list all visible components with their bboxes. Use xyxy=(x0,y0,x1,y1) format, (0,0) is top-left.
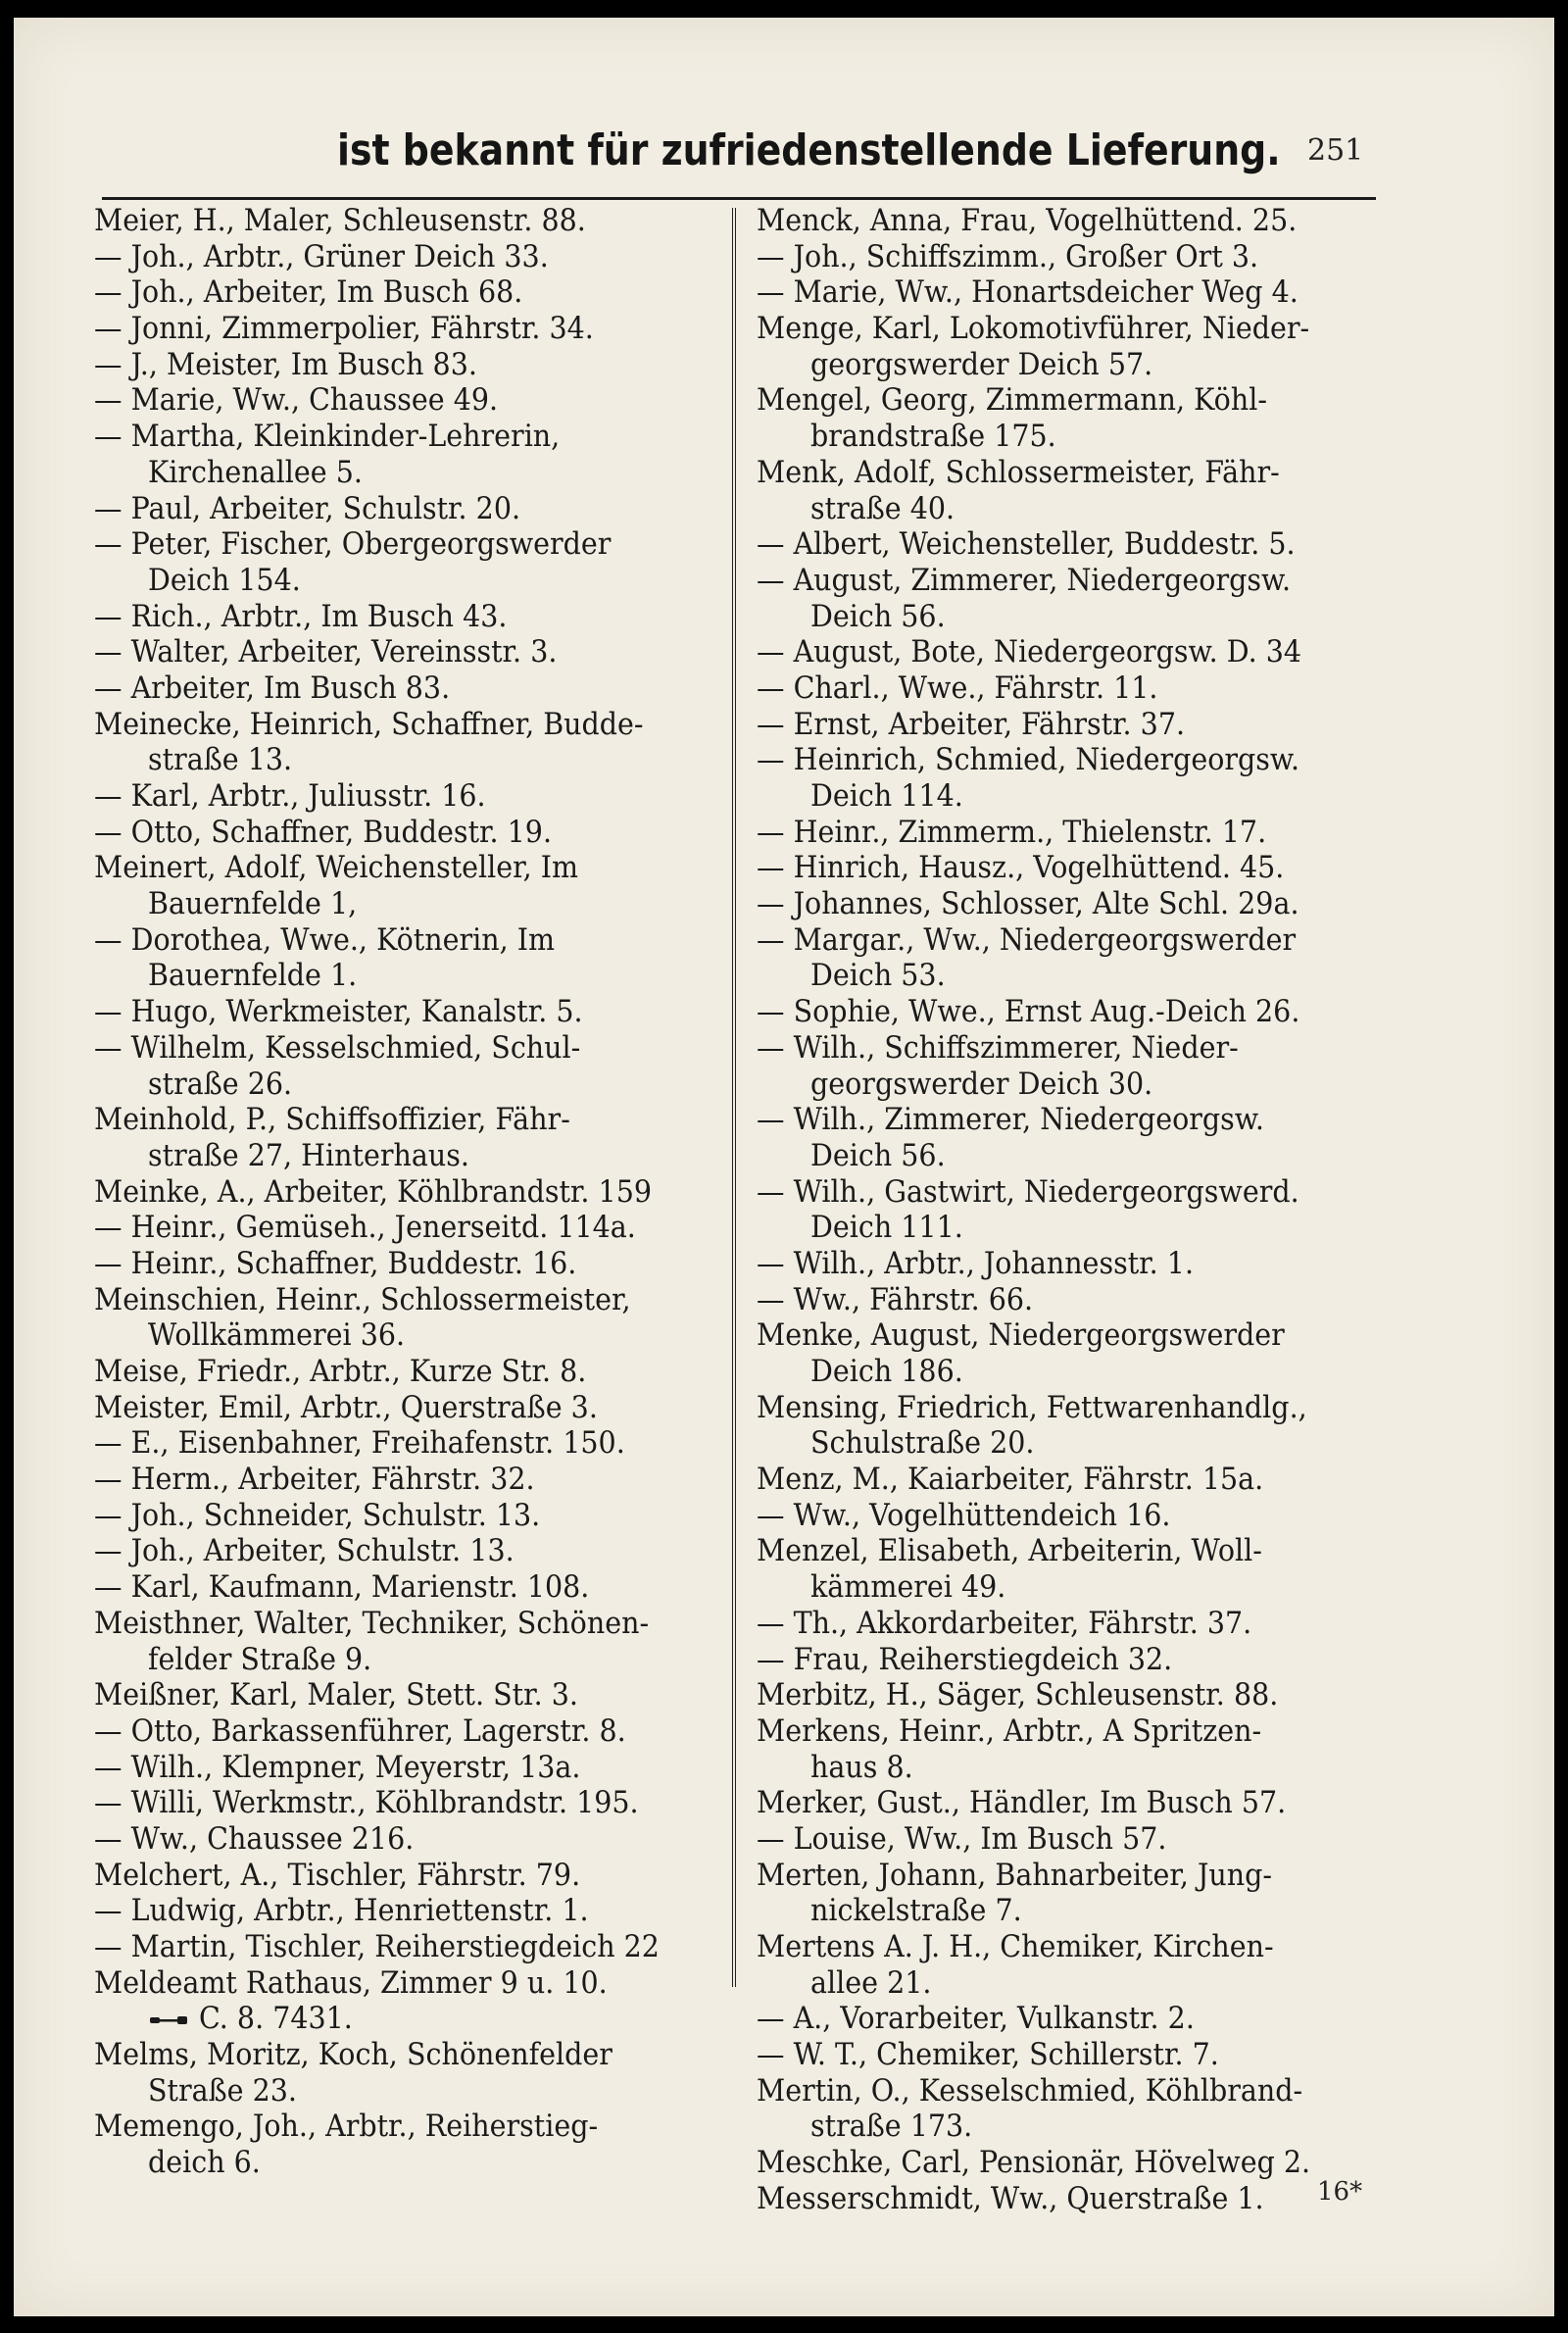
directory-entry-text: — Margar., Ww., Niedergeorgswerder xyxy=(757,921,1297,958)
directory-entry-text: Melms, Moritz, Koch, Schönenfelder xyxy=(94,2037,612,2073)
directory-line xyxy=(757,850,1384,886)
directory-line xyxy=(757,1174,1384,1211)
directory-line xyxy=(757,1210,1384,1246)
directory-entry-text: — Frau, Reiherstiegdeich 32. xyxy=(757,1641,1173,1677)
directory-line xyxy=(94,347,721,383)
directory-entry-text: — Arbeiter, Im Busch 83. xyxy=(94,670,451,706)
directory-line xyxy=(757,1677,1384,1713)
right-column xyxy=(757,203,1384,2217)
directory-line xyxy=(757,274,1384,311)
directory-entry-text: Wollkämmerei 36. xyxy=(148,1317,406,1354)
directory-entry-text: — Charl., Wwe., Fährstr. 11. xyxy=(757,670,1158,706)
directory-entry-text: Bauernfelde 1. xyxy=(148,958,358,994)
directory-entry-text: Meschke, Carl, Pensionär, Hövelweg 2. xyxy=(757,2145,1311,2181)
directory-line xyxy=(94,1929,721,1965)
directory-line xyxy=(757,1138,1384,1174)
column-divider xyxy=(732,208,736,1987)
directory-entry-text: Merten, Johann, Bahnarbeiter, Jung- xyxy=(757,1857,1273,1893)
directory-entry-text: Meier, H., Maler, Schleusenstr. 88. xyxy=(94,203,586,238)
directory-line xyxy=(94,2145,721,2181)
directory-entry-text: Kirchenallee 5. xyxy=(148,454,363,490)
directory-entry-text: — Johannes, Schlosser, Alte Schl. 29a. xyxy=(757,886,1299,922)
directory-line xyxy=(757,1354,1384,1390)
directory-entry-text: Schulstraße 20. xyxy=(810,1425,1035,1462)
directory-line xyxy=(757,1282,1384,1318)
directory-line xyxy=(757,526,1384,563)
directory-line xyxy=(757,2109,1384,2145)
directory-entry-text: — August, Bote, Niedergeorgsw. D. 34 xyxy=(757,634,1301,670)
directory-entry-text: allee 21. xyxy=(810,1964,932,2001)
directory-line xyxy=(94,1750,721,1786)
directory-entry-text: georgswerder Deich 30. xyxy=(810,1066,1153,1102)
directory-line xyxy=(757,1713,1384,1750)
directory-line xyxy=(94,1785,721,1821)
directory-line xyxy=(757,815,1384,851)
directory-entry-text: Meisthner, Walter, Techniker, Schönen- xyxy=(94,1605,650,1641)
directory-entry-text: nickelstraße 7. xyxy=(810,1893,1022,1929)
directory-entry-text: Merkens, Heinr., Arbtr., A Spritzen- xyxy=(757,1713,1262,1749)
directory-entry-text: Mertin, O., Kesselschmied, Köhlbrand- xyxy=(757,2072,1303,2109)
directory-line xyxy=(94,382,721,419)
directory-line xyxy=(757,1606,1384,1642)
directory-line xyxy=(94,850,721,886)
directory-entry-text: Deich 114. xyxy=(810,778,963,814)
directory-entry-text: Deich 53. xyxy=(810,958,946,994)
directory-line xyxy=(757,742,1384,778)
directory-line xyxy=(757,922,1384,959)
directory-line xyxy=(94,599,721,635)
directory-line xyxy=(94,1606,721,1642)
directory-line xyxy=(757,347,1384,383)
directory-entry-text: — Heinrich, Schmied, Niedergeorgsw. xyxy=(757,742,1300,778)
directory-line xyxy=(757,1246,1384,1282)
directory-entry-text: — Ww., Fährstr. 66. xyxy=(757,1281,1034,1317)
directory-line xyxy=(94,1030,721,1067)
directory-entry-text: — August, Zimmerer, Niedergeorgsw. xyxy=(757,562,1292,598)
directory-line xyxy=(757,203,1384,239)
directory-entry-text: Meise, Friedr., Arbtr., Kurze Str. 8. xyxy=(94,1354,587,1389)
directory-line xyxy=(94,526,721,563)
directory-entry-text: Menk, Adolf, Schlossermeister, Fähr- xyxy=(757,454,1280,490)
directory-line xyxy=(757,563,1384,599)
directory-entry-text: Mensing, Friedrich, Fettwarenhandlg., xyxy=(757,1389,1307,1425)
directory-entry-text: Meister, Emil, Arbtr., Querstraße 3. xyxy=(94,1389,598,1425)
directory-line xyxy=(94,815,721,851)
directory-entry-text: Menck, Anna, Frau, Vogelhüttend. 25. xyxy=(757,203,1298,238)
directory-line xyxy=(757,670,1384,707)
directory-line xyxy=(94,1677,721,1713)
directory-line xyxy=(757,958,1384,994)
directory-entry-text: Deich 186. xyxy=(810,1354,963,1389)
directory-line xyxy=(757,419,1384,455)
directory-entry-text: Mertens A. J. H., Chemiker, Kirchen- xyxy=(757,1929,1274,1964)
directory-line xyxy=(757,1893,1384,1929)
directory-entry-text: deich 6. xyxy=(148,2145,261,2181)
directory-line xyxy=(94,1174,721,1211)
directory-line xyxy=(757,2145,1384,2181)
directory-line xyxy=(94,2109,721,2145)
directory-entry-text: Merbitz, H., Säger, Schleusenstr. 88. xyxy=(757,1677,1279,1713)
directory-entry-text: straße 26. xyxy=(148,1066,293,1102)
directory-entry-text: — Hinrich, Hausz., Vogelhüttend. 45. xyxy=(757,850,1285,886)
directory-line xyxy=(94,1138,721,1174)
directory-entry-text: Memengo, Joh., Arbtr., Reiherstieg- xyxy=(94,2109,599,2145)
directory-entry-text: — Herm., Arbeiter, Fährstr. 32. xyxy=(94,1462,535,1498)
directory-entry-text: Meinke, A., Arbeiter, Köhlbrandstr. 159 xyxy=(94,1173,653,1210)
directory-line xyxy=(757,1533,1384,1569)
page-number: 251 xyxy=(1307,133,1364,168)
directory-line xyxy=(757,1965,1384,2002)
directory-line xyxy=(94,1282,721,1318)
directory-entry-text: — Karl, Kaufmann, Marienstr. 108. xyxy=(94,1569,590,1606)
directory-entry-text: — Joh., Arbeiter, Schulstr. 13. xyxy=(94,1533,514,1569)
directory-line xyxy=(94,1713,721,1750)
advertisement-slogan: ist bekannt für zufriedenstellende Lieferung. xyxy=(337,125,1281,175)
directory-entry-text: Deich 111. xyxy=(810,1210,963,1246)
directory-line xyxy=(94,1390,721,1426)
directory-line xyxy=(757,455,1384,491)
directory-entry-text: straße 173. xyxy=(810,2109,973,2145)
directory-entry-text: Meldeamt Rathaus, Zimmer 9 u. 10. xyxy=(94,1964,608,2001)
directory-entry-text: — Martin, Tischler, Reiherstiegdeich 22 xyxy=(94,1929,660,1964)
directory-entry-text: — Dorothea, Wwe., Kötnerin, Im xyxy=(94,921,556,958)
directory-line xyxy=(757,886,1384,922)
directory-entry-text: — Joh., Arbeiter, Im Busch 68. xyxy=(94,274,523,311)
printer-signature: 16* xyxy=(1317,2177,1363,2207)
directory-entry-text: Menge, Karl, Lokomotivführer, Nieder- xyxy=(757,311,1310,347)
directory-entry-text: Menke, August, Niedergeorgswerder xyxy=(757,1317,1285,1354)
directory-entry-text: — Ww., Chaussee 216. xyxy=(94,1820,415,1857)
directory-line xyxy=(757,1858,1384,1894)
directory-line xyxy=(94,419,721,455)
directory-entry-text: — Joh., Schneider, Schulstr. 13. xyxy=(94,1497,541,1533)
directory-entry-text: — Martha, Kleinkinder-Lehrerin, xyxy=(94,419,561,455)
directory-entry-text: Merker, Gust., Händler, Im Busch 57. xyxy=(757,1785,1287,1821)
directory-line xyxy=(94,239,721,275)
directory-entry-text: — Ernst, Arbeiter, Fährstr. 37. xyxy=(757,706,1186,742)
directory-entry-text: — Heinr., Zimmerm., Thielenstr. 17. xyxy=(757,814,1267,850)
directory-line xyxy=(94,2001,721,2037)
directory-entry-text: felder Straße 9. xyxy=(148,1641,372,1677)
directory-line xyxy=(94,1893,721,1929)
directory-line xyxy=(94,491,721,527)
directory-line xyxy=(757,994,1384,1030)
directory-entry-text: kämmerei 49. xyxy=(810,1569,1006,1606)
directory-entry-text: Deich 154. xyxy=(148,562,301,598)
directory-line xyxy=(94,1569,721,1606)
directory-line xyxy=(757,1102,1384,1138)
directory-line xyxy=(757,634,1384,670)
directory-line xyxy=(757,1498,1384,1534)
directory-line xyxy=(94,1210,721,1246)
directory-line xyxy=(757,1785,1384,1821)
directory-line xyxy=(757,2181,1384,2217)
directory-entry-text: — Joh., Arbtr., Grüner Deich 33. xyxy=(94,238,549,274)
directory-line xyxy=(757,382,1384,419)
directory-entry-text: Menz, M., Kaiarbeiter, Fährstr. 15a. xyxy=(757,1462,1264,1498)
directory-line xyxy=(94,886,721,922)
directory-line xyxy=(94,1642,721,1678)
directory-entry-text: straße 13. xyxy=(148,742,293,778)
directory-entry-text: Melchert, A., Tischler, Fährstr. 79. xyxy=(94,1857,581,1893)
directory-entry-text: — Albert, Weichensteller, Buddestr. 5. xyxy=(757,526,1296,563)
directory-line xyxy=(757,1821,1384,1858)
directory-entry-text: Bauernfelde 1, xyxy=(148,886,358,922)
directory-line xyxy=(94,670,721,707)
directory-line xyxy=(94,1462,721,1498)
directory-line xyxy=(757,1750,1384,1786)
directory-line xyxy=(94,958,721,994)
directory-entry-text: Menzel, Elisabeth, Arbeiterin, Woll- xyxy=(757,1533,1262,1569)
directory-line xyxy=(757,1462,1384,1498)
directory-entry-text: — Sophie, Wwe., Ernst Aug.-Deich 26. xyxy=(757,994,1300,1030)
directory-line xyxy=(757,1425,1384,1462)
directory-entry-text: Meinecke, Heinrich, Schaffner, Budde- xyxy=(94,706,644,742)
directory-line xyxy=(757,2073,1384,2110)
directory-line xyxy=(757,599,1384,635)
directory-line xyxy=(757,2037,1384,2073)
directory-entry-text: — Willi, Werkmstr., Köhlbrandstr. 195. xyxy=(94,1785,639,1821)
directory-entry-text: — E., Eisenbahner, Freihafenstr. 150. xyxy=(94,1425,625,1462)
directory-line xyxy=(757,1390,1384,1426)
directory-entry-text: Straße 23. xyxy=(148,2072,297,2109)
directory-entry-text: — Hugo, Werkmeister, Kanalstr. 5. xyxy=(94,994,583,1030)
directory-entry-text: — Otto, Barkassenführer, Lagerstr. 8. xyxy=(94,1713,626,1749)
directory-entry-text: Meinhold, P., Schiffsoffizier, Fähr- xyxy=(94,1102,570,1138)
telephone-icon xyxy=(148,2013,191,2027)
directory-entry-text: — J., Meister, Im Busch 83. xyxy=(94,346,477,382)
left-column xyxy=(94,203,721,2181)
directory-entry-text: Deich 56. xyxy=(810,1137,946,1173)
directory-line xyxy=(94,1317,721,1354)
directory-entry-text: — Wilh., Zimmerer, Niedergeorgsw. xyxy=(757,1102,1264,1138)
header-rule xyxy=(102,197,1376,200)
directory-entry-text: — Rich., Arbtr., Im Busch 43. xyxy=(94,598,508,634)
directory-entry-text: Deich 56. xyxy=(810,598,946,634)
directory-line xyxy=(757,311,1384,347)
directory-entry-text: — Wilh., Gastwirt, Niedergeorgswerd. xyxy=(757,1173,1299,1210)
directory-entry-text: — Joh., Schiffszimm., Großer Ort 3. xyxy=(757,238,1259,274)
directory-line xyxy=(757,1067,1384,1103)
directory-line xyxy=(757,1929,1384,1965)
directory-line xyxy=(94,563,721,599)
directory-entry-text: straße 27, Hinterhaus. xyxy=(148,1137,469,1173)
directory-line xyxy=(757,1030,1384,1067)
directory-line xyxy=(94,1498,721,1534)
directory-line xyxy=(94,1102,721,1138)
directory-entry-text: — Wilh., Schiffszimmerer, Nieder- xyxy=(757,1029,1239,1066)
directory-entry-text: Meißner, Karl, Maler, Stett. Str. 3. xyxy=(94,1677,578,1713)
directory-entry-text: Mengel, Georg, Zimmermann, Köhl- xyxy=(757,382,1267,419)
directory-line xyxy=(757,1317,1384,1354)
directory-entry-text: — W. T., Chemiker, Schillerstr. 7. xyxy=(757,2037,1219,2073)
directory-entry-text: — Louise, Ww., Im Busch 57. xyxy=(757,1820,1167,1857)
directory-entry-text: — Ludwig, Arbtr., Henriettenstr. 1. xyxy=(94,1893,589,1929)
directory-line xyxy=(94,1354,721,1390)
directory-line xyxy=(94,707,721,743)
directory-entry-text: brandstraße 175. xyxy=(810,419,1056,455)
directory-line xyxy=(94,1533,721,1569)
directory-line xyxy=(757,707,1384,743)
directory-line xyxy=(94,778,721,815)
directory-entry-text: — Jonni, Zimmerpolier, Fährstr. 34. xyxy=(94,311,594,347)
directory-entry-text: — Heinr., Gemüseh., Jenerseitd. 114a. xyxy=(94,1210,636,1246)
directory-entry-text: georgswerder Deich 57. xyxy=(810,346,1153,382)
directory-entry-text: C. 8. 7431. xyxy=(199,2001,353,2037)
page-header xyxy=(14,125,1554,204)
directory-entry-text: — Paul, Arbeiter, Schulstr. 20. xyxy=(94,490,521,526)
directory-line xyxy=(757,2001,1384,2037)
directory-line xyxy=(94,1067,721,1103)
directory-line xyxy=(94,1425,721,1462)
directory-entry-text: haus 8. xyxy=(810,1749,913,1785)
directory-entry-text: — Heinr., Schaffner, Buddestr. 16. xyxy=(94,1245,577,1281)
directory-line xyxy=(94,994,721,1030)
directory-line xyxy=(94,634,721,670)
directory-line xyxy=(757,239,1384,275)
directory-entry-text: — Wilhelm, Kesselschmied, Schul- xyxy=(94,1029,581,1066)
directory-entry-text: Meinert, Adolf, Weichensteller, Im xyxy=(94,850,579,886)
directory-line xyxy=(94,2073,721,2110)
directory-line xyxy=(757,491,1384,527)
directory-line xyxy=(94,1246,721,1282)
directory-entry-text: straße 40. xyxy=(810,490,956,526)
directory-line xyxy=(94,1965,721,2002)
directory-entry-text: — Wilh., Arbtr., Johannesstr. 1. xyxy=(757,1245,1195,1281)
directory-entry-text: Messerschmidt, Ww., Querstraße 1. xyxy=(757,2180,1264,2216)
directory-page xyxy=(14,18,1554,2316)
directory-line xyxy=(757,1642,1384,1678)
directory-entry-text: — Karl, Arbtr., Juliusstr. 16. xyxy=(94,778,486,814)
directory-line xyxy=(757,1569,1384,1606)
directory-line xyxy=(94,1858,721,1894)
directory-entry-text: — Walter, Arbeiter, Vereinsstr. 3. xyxy=(94,634,558,670)
directory-line xyxy=(757,778,1384,815)
directory-entry-text: — Th., Akkordarbeiter, Fährstr. 37. xyxy=(757,1605,1252,1641)
directory-line xyxy=(94,311,721,347)
directory-line xyxy=(94,455,721,491)
directory-entry-text: — Marie, Ww., Chaussee 49. xyxy=(94,382,499,419)
directory-line xyxy=(94,2037,721,2073)
directory-entry-text: — Wilh., Klempner, Meyerstr, 13a. xyxy=(94,1749,581,1785)
directory-entry-text: — A., Vorarbeiter, Vulkanstr. 2. xyxy=(757,2001,1195,2037)
directory-entry-text: — Ww., Vogelhüttendeich 16. xyxy=(757,1497,1171,1533)
directory-line xyxy=(94,203,721,239)
directory-line xyxy=(94,1821,721,1858)
directory-entry-text: — Marie, Ww., Honartsdeicher Weg 4. xyxy=(757,274,1298,311)
directory-entry-text: — Peter, Fischer, Obergeorgswerder xyxy=(94,526,612,563)
directory-entry-text: Meinschien, Heinr., Schlossermeister, xyxy=(94,1281,631,1317)
directory-line xyxy=(94,922,721,959)
directory-line xyxy=(94,742,721,778)
directory-line xyxy=(94,274,721,311)
directory-entry-text: — Otto, Schaffner, Buddestr. 19. xyxy=(94,814,553,850)
